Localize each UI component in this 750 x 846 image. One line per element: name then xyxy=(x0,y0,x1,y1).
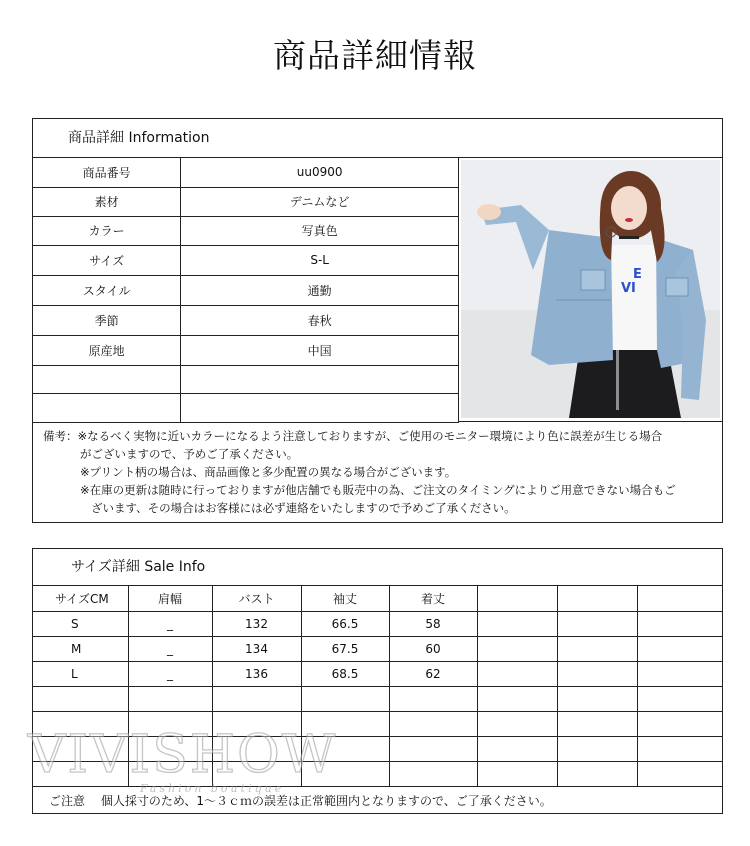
detail-table xyxy=(33,158,459,423)
size-cell xyxy=(557,661,637,686)
size-cell xyxy=(128,686,212,711)
detail-value xyxy=(181,393,459,422)
size-cell xyxy=(477,636,557,661)
detail-label: スタイル xyxy=(33,275,181,305)
col-header xyxy=(557,586,637,611)
detail-label: サイズ xyxy=(33,245,181,275)
size-cell: 66.5 xyxy=(301,611,389,636)
size-cell xyxy=(637,686,722,711)
detail-value xyxy=(181,365,459,393)
detail-label: カラー xyxy=(33,216,181,245)
product-photo xyxy=(461,160,720,418)
size-cell xyxy=(477,736,557,761)
size-cell xyxy=(301,736,389,761)
table-row xyxy=(33,761,722,786)
size-cell xyxy=(637,636,722,661)
table-row xyxy=(33,636,722,661)
size-cell: L xyxy=(33,661,128,686)
size-cell xyxy=(389,686,477,711)
detail-value: 中国 xyxy=(181,335,459,365)
size-cell xyxy=(557,761,637,786)
table-row xyxy=(33,335,459,365)
table-row xyxy=(33,245,459,275)
col-header: サイズCM xyxy=(33,586,128,611)
size-cell xyxy=(477,661,557,686)
col-header xyxy=(637,586,722,611)
table-row xyxy=(33,711,722,736)
col-header: 肩幅 xyxy=(128,586,212,611)
note-line: がございますので、予めご了承ください。 xyxy=(80,447,299,461)
detail-value: S-L xyxy=(181,245,459,275)
watermark-logo: VIVISHOW xyxy=(28,725,338,785)
table-row xyxy=(33,365,459,393)
size-cell: M xyxy=(33,636,128,661)
size-cell xyxy=(557,711,637,736)
table-row xyxy=(33,216,459,245)
size-cell: 68.5 xyxy=(301,661,389,686)
detail-label: 原産地 xyxy=(33,335,181,365)
size-cell xyxy=(301,711,389,736)
size-header: サイズ詳細 Sale Info xyxy=(33,549,722,586)
table-row xyxy=(33,611,722,636)
detail-label xyxy=(33,365,181,393)
model-illustration xyxy=(461,160,720,418)
table-row xyxy=(33,393,459,422)
size-cell xyxy=(128,711,212,736)
size-cell xyxy=(637,736,722,761)
shirt-print-2: VI xyxy=(621,281,636,296)
note-line: ※在庫の更新は随時に行っておりますが他店舗でも販売中の為、ご注文のタイミングによりご用意できない場合もご xyxy=(80,483,676,497)
col-header: 着丈 xyxy=(389,586,477,611)
size-cell: 60 xyxy=(389,636,477,661)
page-title: 商品詳細情報 xyxy=(273,36,477,75)
table-header-row xyxy=(33,586,722,611)
shirt-print: E xyxy=(633,267,642,282)
detail-header: 商品詳細 Information xyxy=(33,119,722,158)
size-cell xyxy=(389,711,477,736)
detail-label: 季節 xyxy=(33,305,181,335)
size-cell xyxy=(477,611,557,636)
size-cell xyxy=(212,686,301,711)
detail-value: デニムなど xyxy=(181,187,459,216)
size-cell: _ xyxy=(128,611,212,636)
size-cell xyxy=(301,761,389,786)
size-cell xyxy=(128,761,212,786)
size-cell xyxy=(637,711,722,736)
size-cell xyxy=(557,611,637,636)
detail-label: 商品番号 xyxy=(33,158,181,187)
size-cell: 58 xyxy=(389,611,477,636)
size-cell xyxy=(637,611,722,636)
detail-value: 通勤 xyxy=(181,275,459,305)
size-cell: 67.5 xyxy=(301,636,389,661)
size-cell xyxy=(477,711,557,736)
detail-value: 写真色 xyxy=(181,216,459,245)
size-cell xyxy=(212,761,301,786)
size-cell xyxy=(212,711,301,736)
table-row xyxy=(33,661,722,686)
detail-value: 春秋 xyxy=(181,305,459,335)
size-cell xyxy=(212,736,301,761)
size-cell xyxy=(557,686,637,711)
col-header: バスト xyxy=(212,586,301,611)
table-row xyxy=(33,187,459,216)
size-note-text: 個人採寸のため、1～３ｃｍの誤差は正常範囲内となりますので、ご了承ください。 xyxy=(100,794,552,808)
size-cell xyxy=(557,736,637,761)
table-row xyxy=(33,275,459,305)
col-header xyxy=(477,586,557,611)
size-note-label: ご注意 xyxy=(49,794,86,808)
size-cell: _ xyxy=(128,661,212,686)
detail-label: 素材 xyxy=(33,187,181,216)
size-cell xyxy=(637,661,722,686)
size-cell: _ xyxy=(128,636,212,661)
size-cell xyxy=(128,736,212,761)
size-cell xyxy=(477,686,557,711)
size-table xyxy=(33,586,722,787)
size-cell xyxy=(389,761,477,786)
table-row xyxy=(33,736,722,761)
col-header: 袖丈 xyxy=(301,586,389,611)
size-cell xyxy=(33,736,128,761)
size-cell xyxy=(389,736,477,761)
size-cell: S xyxy=(33,611,128,636)
size-cell: 136 xyxy=(212,661,301,686)
table-row xyxy=(33,305,459,335)
size-cell: 132 xyxy=(212,611,301,636)
note-line: ※プリント柄の場合は、商品画像と多少配置の異なる場合がございます。 xyxy=(80,465,457,479)
size-cell xyxy=(637,761,722,786)
size-cell xyxy=(301,686,389,711)
detail-value: uu0900 xyxy=(181,158,459,187)
size-note xyxy=(49,789,552,813)
size-panel xyxy=(32,548,723,814)
note-line: 備考：※なるべく実物に近いカラーになるよう注意しておりますが、ご使用のモニター環境により色に誤差が生じる場合 xyxy=(43,429,663,443)
note-line: ざいます、その場合はお客様には必ず連絡をいたしますので予めご了承ください。 xyxy=(91,501,516,515)
product-detail-panel xyxy=(32,118,723,523)
size-cell xyxy=(33,761,128,786)
table-row xyxy=(33,686,722,711)
detail-label xyxy=(33,393,181,422)
size-cell xyxy=(477,761,557,786)
notes xyxy=(43,427,713,517)
watermark-subtitle: Fashion boutique xyxy=(140,782,285,795)
size-cell: 134 xyxy=(212,636,301,661)
product-photo-cell xyxy=(459,158,722,422)
size-cell xyxy=(33,686,128,711)
size-cell xyxy=(557,636,637,661)
table-row xyxy=(33,158,459,187)
size-cell xyxy=(33,711,128,736)
size-cell: 62 xyxy=(389,661,477,686)
